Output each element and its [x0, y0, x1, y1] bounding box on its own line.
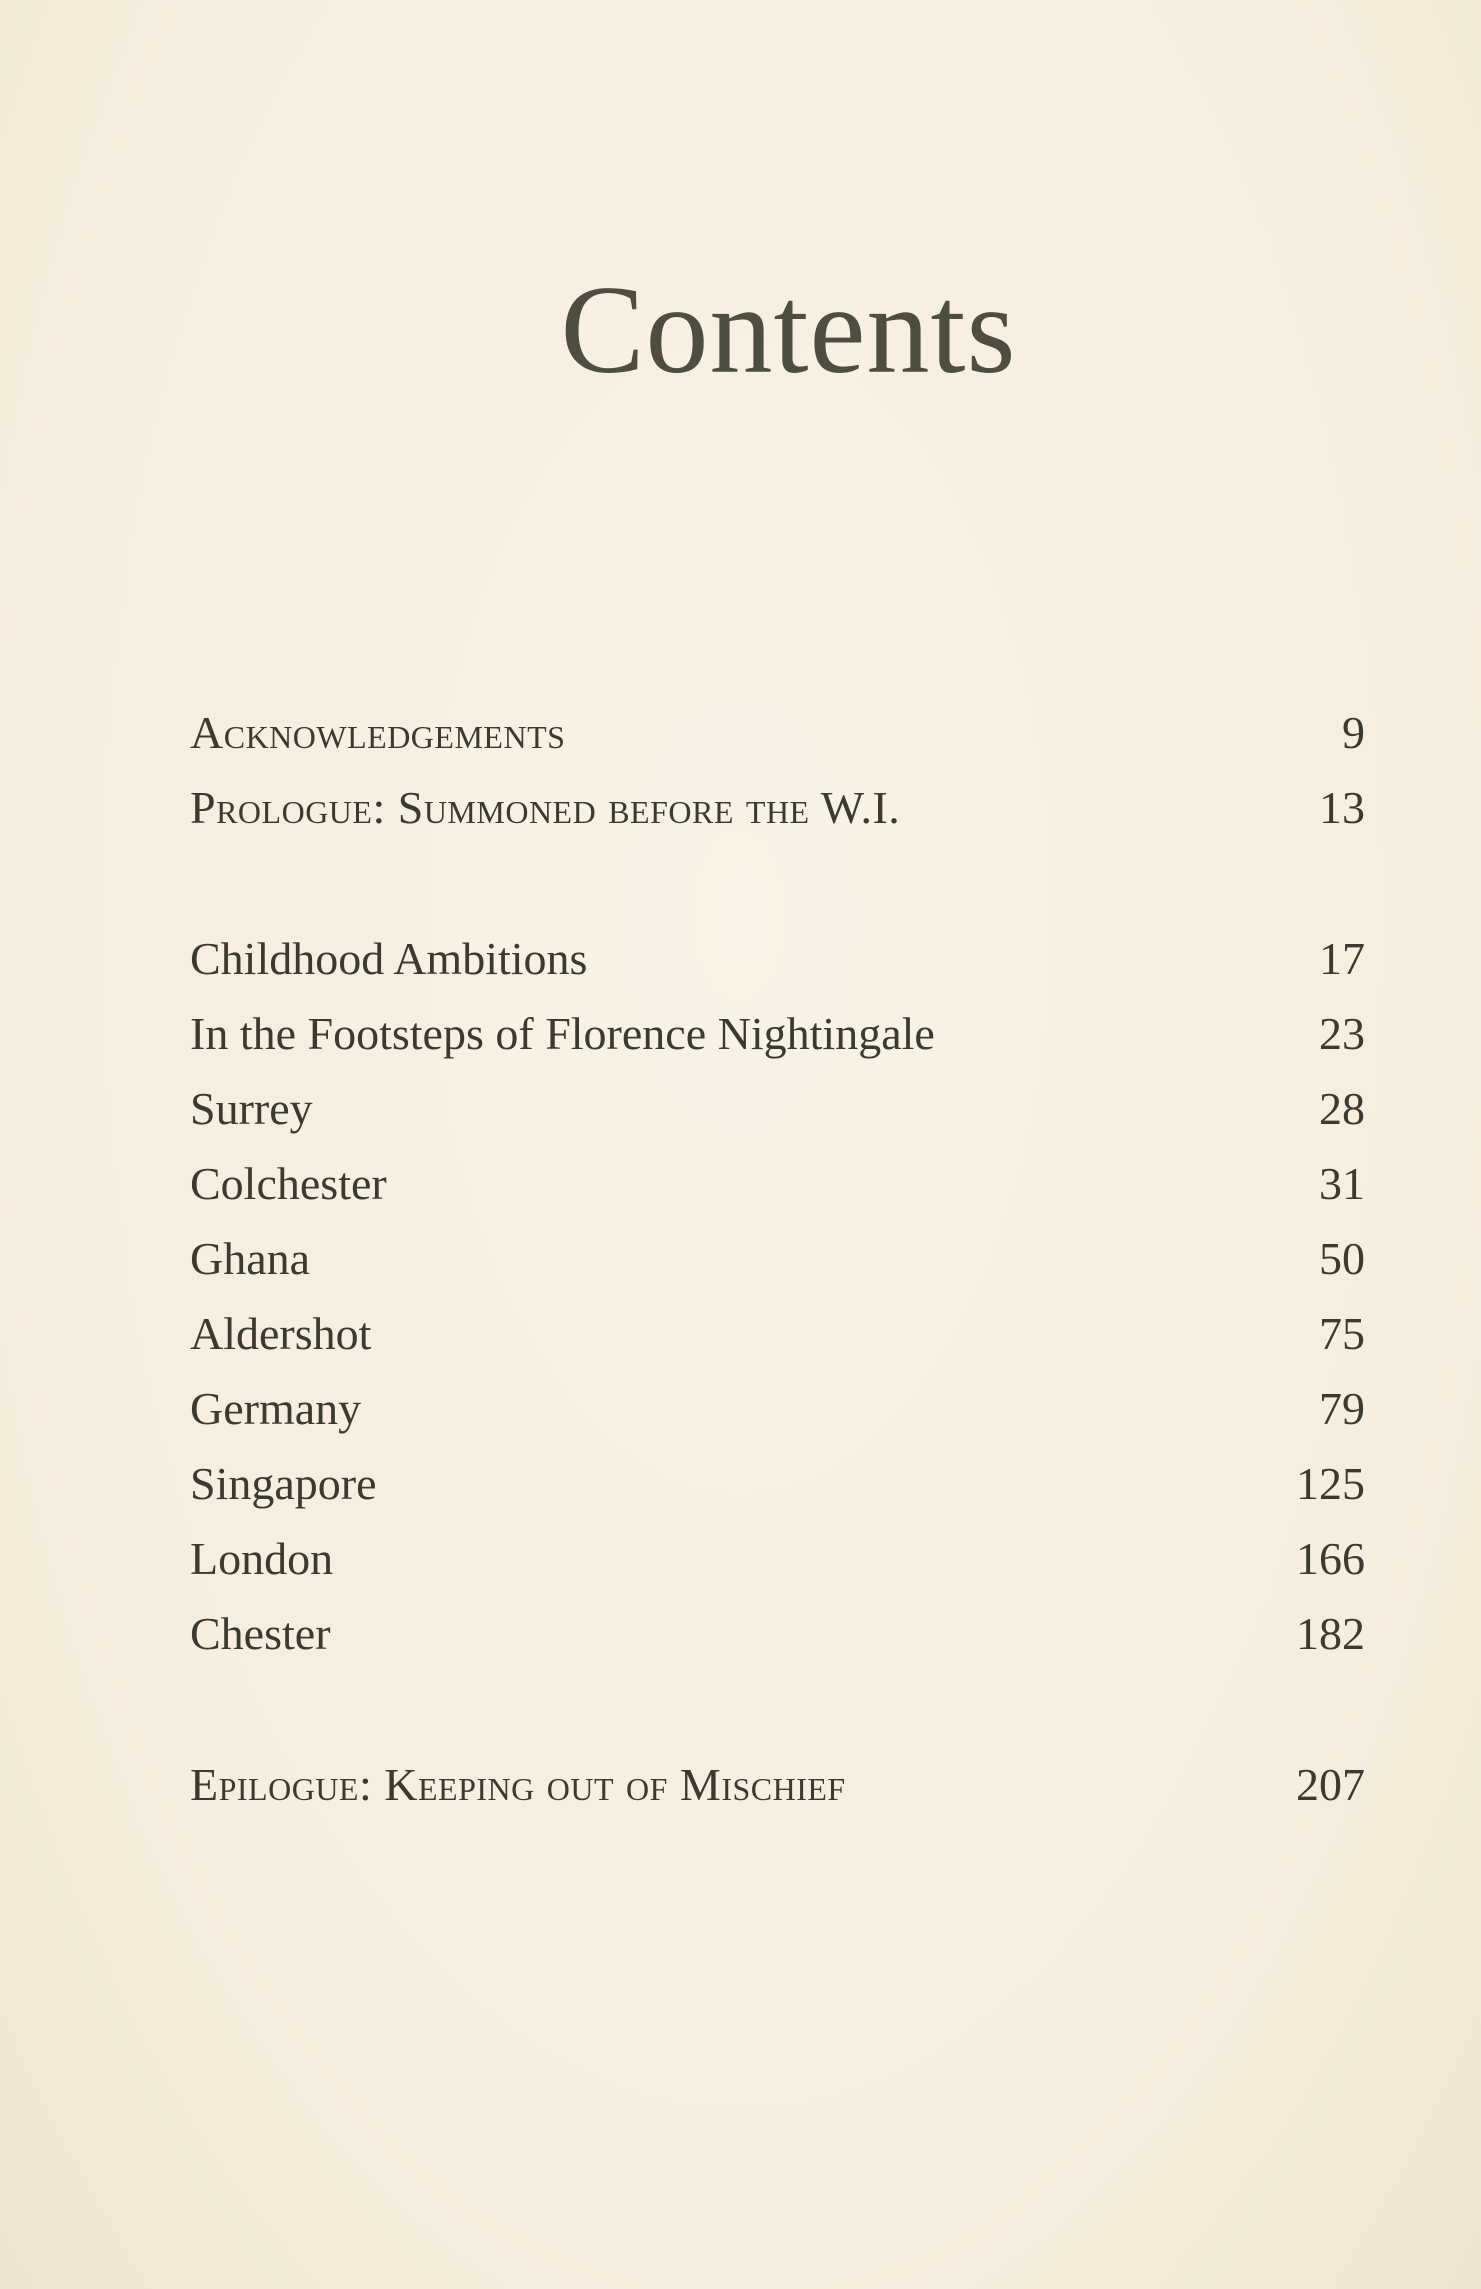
toc-entry-chapter — [190, 1158, 1365, 1209]
toc-entry-chapter — [190, 1083, 1365, 1134]
toc-entry-page: 9 — [1342, 707, 1365, 758]
toc-entry-label: Chester — [190, 1608, 331, 1659]
toc-entry-label: In the Footsteps of Florence Nightingale — [190, 1008, 935, 1059]
toc-entry-label: Prologue: Summoned before the W.I. — [190, 782, 901, 833]
toc-entry-page: 79 — [1319, 1383, 1365, 1434]
toc-entry-label: Colchester — [190, 1158, 387, 1209]
page-title: Contents — [560, 261, 1017, 400]
toc-entry-label: Acknowledgements — [190, 707, 566, 758]
toc-entry-page: 13 — [1319, 782, 1365, 833]
toc-entry-page: 75 — [1319, 1308, 1365, 1359]
toc-entry-chapter — [190, 1533, 1365, 1584]
toc-entry-epilogue — [190, 1759, 1365, 1810]
toc-entry-page: 28 — [1319, 1083, 1365, 1134]
toc-entry-acknowledgements — [190, 707, 1365, 758]
toc-entry-page: 125 — [1296, 1458, 1365, 1509]
toc-entry-page: 23 — [1319, 1008, 1365, 1059]
toc-entry-label: Ghana — [190, 1233, 311, 1284]
toc-entry-page: 31 — [1319, 1158, 1365, 1209]
toc-entry-chapter — [190, 1308, 1365, 1359]
toc-entry-chapter — [190, 1008, 1365, 1059]
toc-entry-page: 182 — [1296, 1608, 1365, 1659]
toc-entry-chapter — [190, 1608, 1365, 1659]
toc-entry-label: Childhood Ambitions — [190, 933, 588, 984]
toc-entry-label: Surrey — [190, 1083, 313, 1134]
toc-entry-prologue — [190, 782, 1365, 833]
toc-entry-label: London — [190, 1533, 334, 1584]
toc-entry-page: 50 — [1319, 1233, 1365, 1284]
toc-entry-chapter — [190, 1233, 1365, 1284]
toc-entry-label: Germany — [190, 1383, 362, 1434]
toc-entry-label: Singapore — [190, 1458, 377, 1509]
toc-entry-page: 17 — [1319, 933, 1365, 984]
toc-entry-label: Aldershot — [190, 1308, 372, 1359]
toc-entry-page: 207 — [1296, 1759, 1365, 1810]
toc-entry-chapter — [190, 1458, 1365, 1509]
toc-entry-chapter — [190, 933, 1365, 984]
toc-entry-chapter — [190, 1383, 1365, 1434]
toc-entry-label: Epilogue: Keeping out of Mischief — [190, 1759, 846, 1810]
toc-entry-page: 166 — [1296, 1533, 1365, 1584]
